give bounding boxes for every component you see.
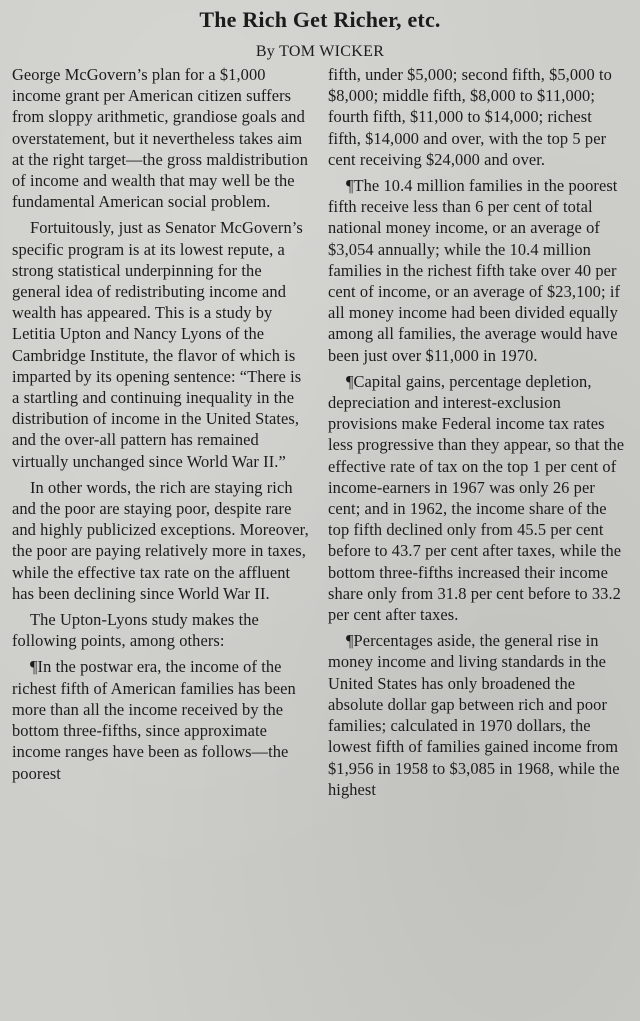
headline: The Rich Get Richer, etc.	[199, 7, 441, 32]
paragraph: ¶The 10.4 million families in the poorest fifth receive less than 6 per cent of total national money income, or an average of $3,054 annually; while the 10.4 million families in the richest fifth take over 40 per cent of income, or an average of $23,100; if all money income had been divided equally among all families, the average would have been just over $11,000 in 1970.	[328, 176, 621, 365]
paragraph: ¶Capital gains, percentage depletion, depreciation and interest-exclusion provisions make Federal income tax rates less progressive than they appear, so that the effective rate of tax on the top 1 per cent of income-earners in 1967 was only 26 per cent; and in 1962, the income share of the top fifth declined only from 45.5 per cent before to 43.7 per cent after taxes, while the bottom three-fifths increased their income share only from 31.8 per cent before to 33.2 per cent after taxes.	[328, 371, 625, 625]
paragraph: ¶In the postwar era, the income of the richest fifth of American families has been more than all the income received by the bottom three-fifths, since approximate income ranges have been as follows—the poorest	[12, 657, 296, 783]
left-column	[12, 64, 310, 805]
paragraph: Fortuitously, just as Senator McGovern’s specific program is at its lowest repute, a strong statistical underpinning for the general idea of redistributing income and wealth has appeared. This is a study by Letitia Upton and Nancy Lyons of the Cambridge Institute, the flavor of which is imparted by its opening sentence: “There is a startling and continuing inequality in the distribution of income in the United States, and the over-all pattern has remained virtually unchanged since World War II.”	[12, 218, 303, 471]
paragraph: George McGovern’s plan for a $1,000 income grant per American citizen suffers from sloppy arithmetic, grandiose goals and overstatement, but it nevertheless takes aim at the right target—the gross maldistribution of income and wealth that may well be the fundamental American social problem.	[12, 65, 308, 212]
byline: By TOM WICKER	[255, 43, 385, 60]
paragraph: In other words, the rich are staying rich and the poor are staying poor, despite rare and highly publicized exceptions. Moreover, the poor are paying relatively more in taxes, while the effective tax rate on the affluent has been declining since World War II.	[12, 477, 309, 603]
paragraph: fifth, under $5,000; second fifth, $5,000 to $8,000; middle fifth, $8,000 to $11,000; fourth fifth, $11,000 to $14,000; richest fifth, $14,000 and over, with the top 5 per cent receiving $24,000 and over.	[328, 65, 612, 169]
paragraph: The Upton-Lyons study makes the following points, among others:	[12, 610, 259, 651]
paragraph: ¶Percentages aside, the general rise in money income and living standards in the United States has only broadened the absolute dollar gap between rich and poor families; calculated in 1970 dollars, the lowest fifth of families gained income from $1,956 in 1958 to $3,085 in 1968, while the highest	[328, 631, 620, 799]
right-column	[328, 64, 628, 805]
article-columns	[12, 64, 628, 805]
